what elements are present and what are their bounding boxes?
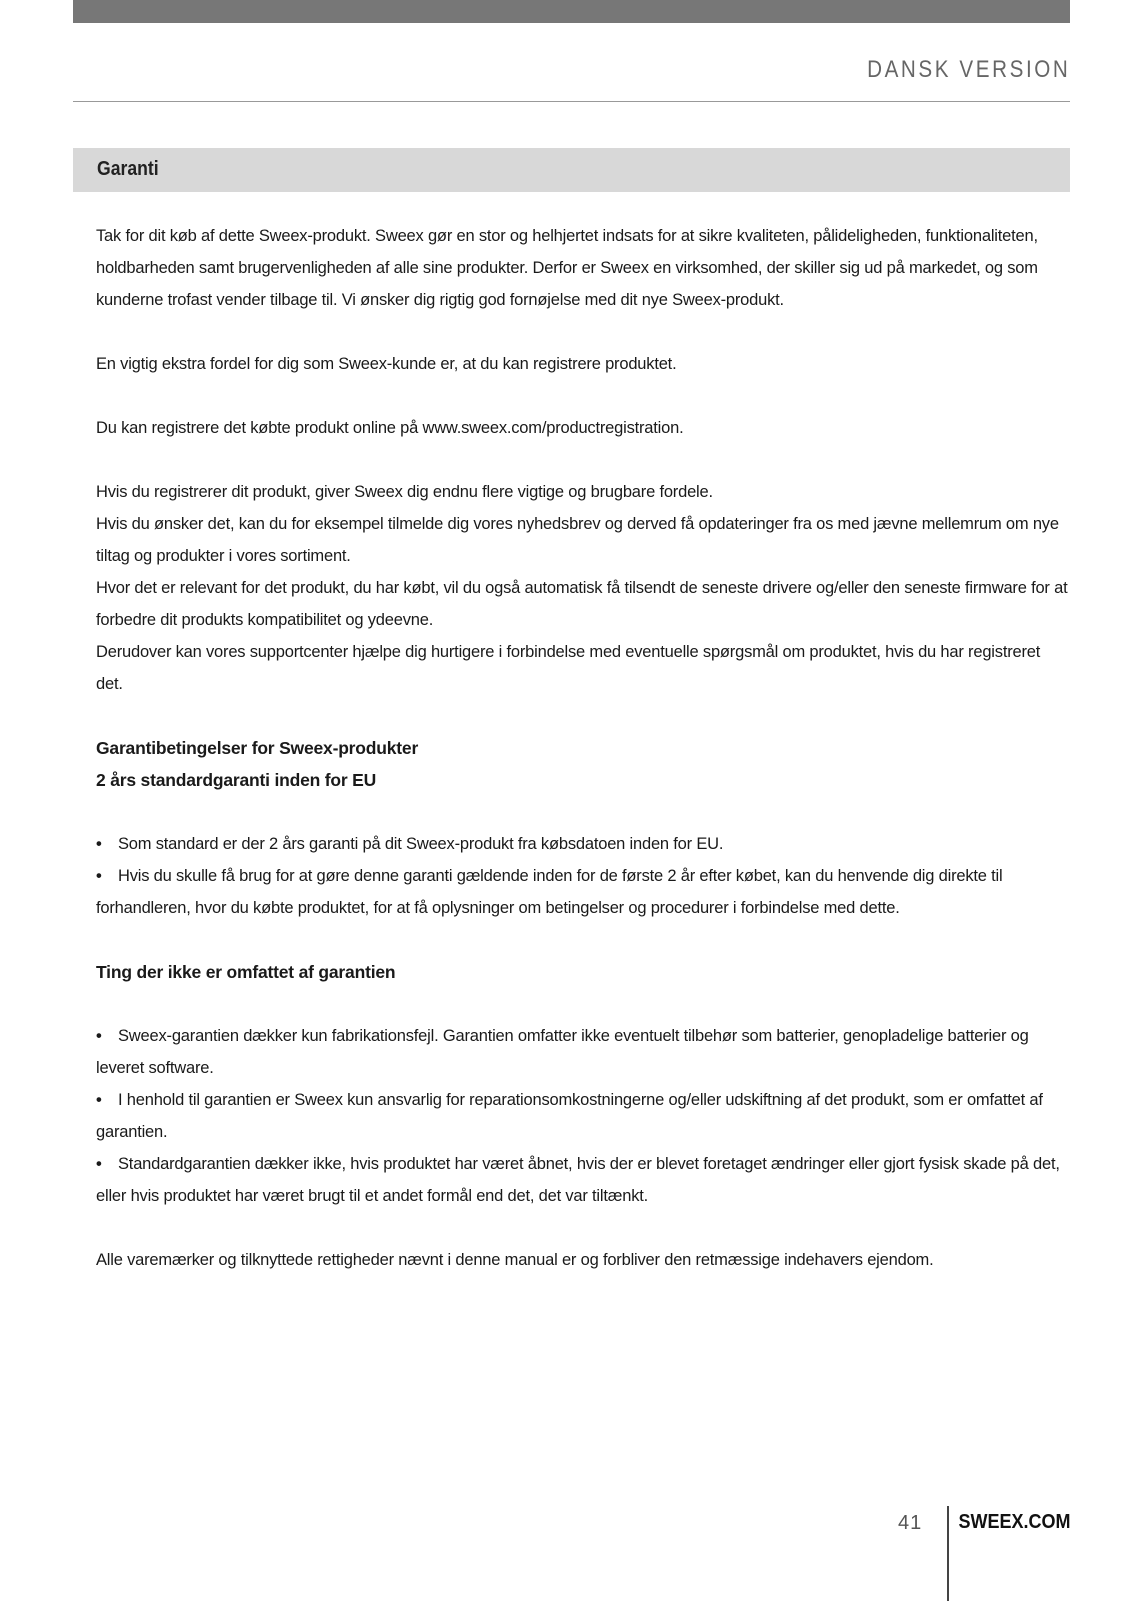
terms-subheading: 2 års standardgaranti inden for EU — [96, 770, 377, 790]
page-content — [96, 220, 1070, 1276]
terms-bullet-2: • Hvis du skulle få brug for at gøre denne garanti gældende inden for de første 2 år efter købet, kan du henvende dig direkte til forhandleren, hvor du købte produktet, for at få oplysninger om betingelser og procedurer i forbindelse med dette. — [96, 860, 1070, 924]
trademark-notice: Alle varemærker og tilknyttede rettigheder nævnt i denne manual er og forbliver den retmæssige indehavers ejendom. — [96, 1251, 934, 1269]
benefits-line-1: Hvis du registrerer dit produkt, giver Sweex dig endnu flere vigtige og brugbare fordele. — [96, 483, 713, 501]
register-paragraph: Du kan registrere det købte produkt online på www.sweex.com/productregistration. — [96, 419, 684, 437]
exclusions-bullet-3: • Standardgarantien dækker ikke, hvis produktet har været åbnet, hvis der er blevet foretaget ændringer eller gjort fysisk skade på det, eller hvis produktet har været brugt til et andet formål end det, det var tiltænkt. — [96, 1148, 1070, 1212]
advantage-paragraph: En vigtig ekstra fordel for dig som Sweex-kunde er, at du kan registrere produktet. — [96, 355, 677, 373]
terms-heading: Garantibetingelser for Sweex-produkter — [96, 738, 419, 758]
exclusions-bullet-2: • I henhold til garantien er Sweex kun ansvarlig for reparationsomkostningerne og/eller udskiftning af det produkt, som er omfattet af garantien. — [96, 1084, 1070, 1148]
footer-divider — [947, 1506, 949, 1601]
language-label: DANSK VERSION — [866, 56, 1070, 83]
footer-brand: SWEEX.COM — [957, 1511, 1070, 1533]
page-number: 41 — [898, 1512, 923, 1534]
terms-bullet-1: • Som standard er der 2 års garanti på dit Sweex-produkt fra købsdatoen inden for EU. — [96, 828, 1070, 860]
benefits-line-2: Hvis du ønsker det, kan du for eksempel tilmelde dig vores nyhedsbrev og derved få opdateringer fra os med jævne mellemrum om nye tiltag og produkter i vores sortiment. — [96, 515, 1059, 565]
exclusions-bullet-1: • Sweex-garantien dækker kun fabrikationsfejl. Garantien omfatter ikke eventuelt tilbehør som batterier, genopladelige batterier og leveret software. — [96, 1020, 1070, 1084]
exclusions-heading: Ting der ikke er omfattet af garantien — [96, 962, 396, 982]
benefits-line-4: Derudover kan vores supportcenter hjælpe dig hurtigere i forbindelse med eventuelle spørgsmål om produktet, hvis du har registreret det. — [96, 643, 1041, 693]
header-rule — [73, 101, 1070, 102]
section-title: Garanti — [97, 158, 159, 180]
top-bar — [73, 0, 1070, 23]
intro-paragraph: Tak for dit køb af dette Sweex-produkt. Sweex gør en stor og helhjertet indsats for at sikre kvaliteten, pålideligheden, funktionaliteten, holdbarheden samt brugervenligheden af alle sine produkter. Derfor er Sweex en virksomhed, der skiller sig ud på markedet, og som kunderne trofast vender tilbage til. Vi ønsker dig rigtig god fornøjelse med dit nye Sweex-produkt. — [96, 227, 1038, 309]
section-header-band — [73, 148, 1070, 192]
benefits-line-3: Hvor det er relevant for det produkt, du har købt, vil du også automatisk få tilsendt de seneste drivere og/eller den seneste firmware for at forbedre dit produkts kompatibilitet og ydeevne. — [96, 579, 1068, 629]
